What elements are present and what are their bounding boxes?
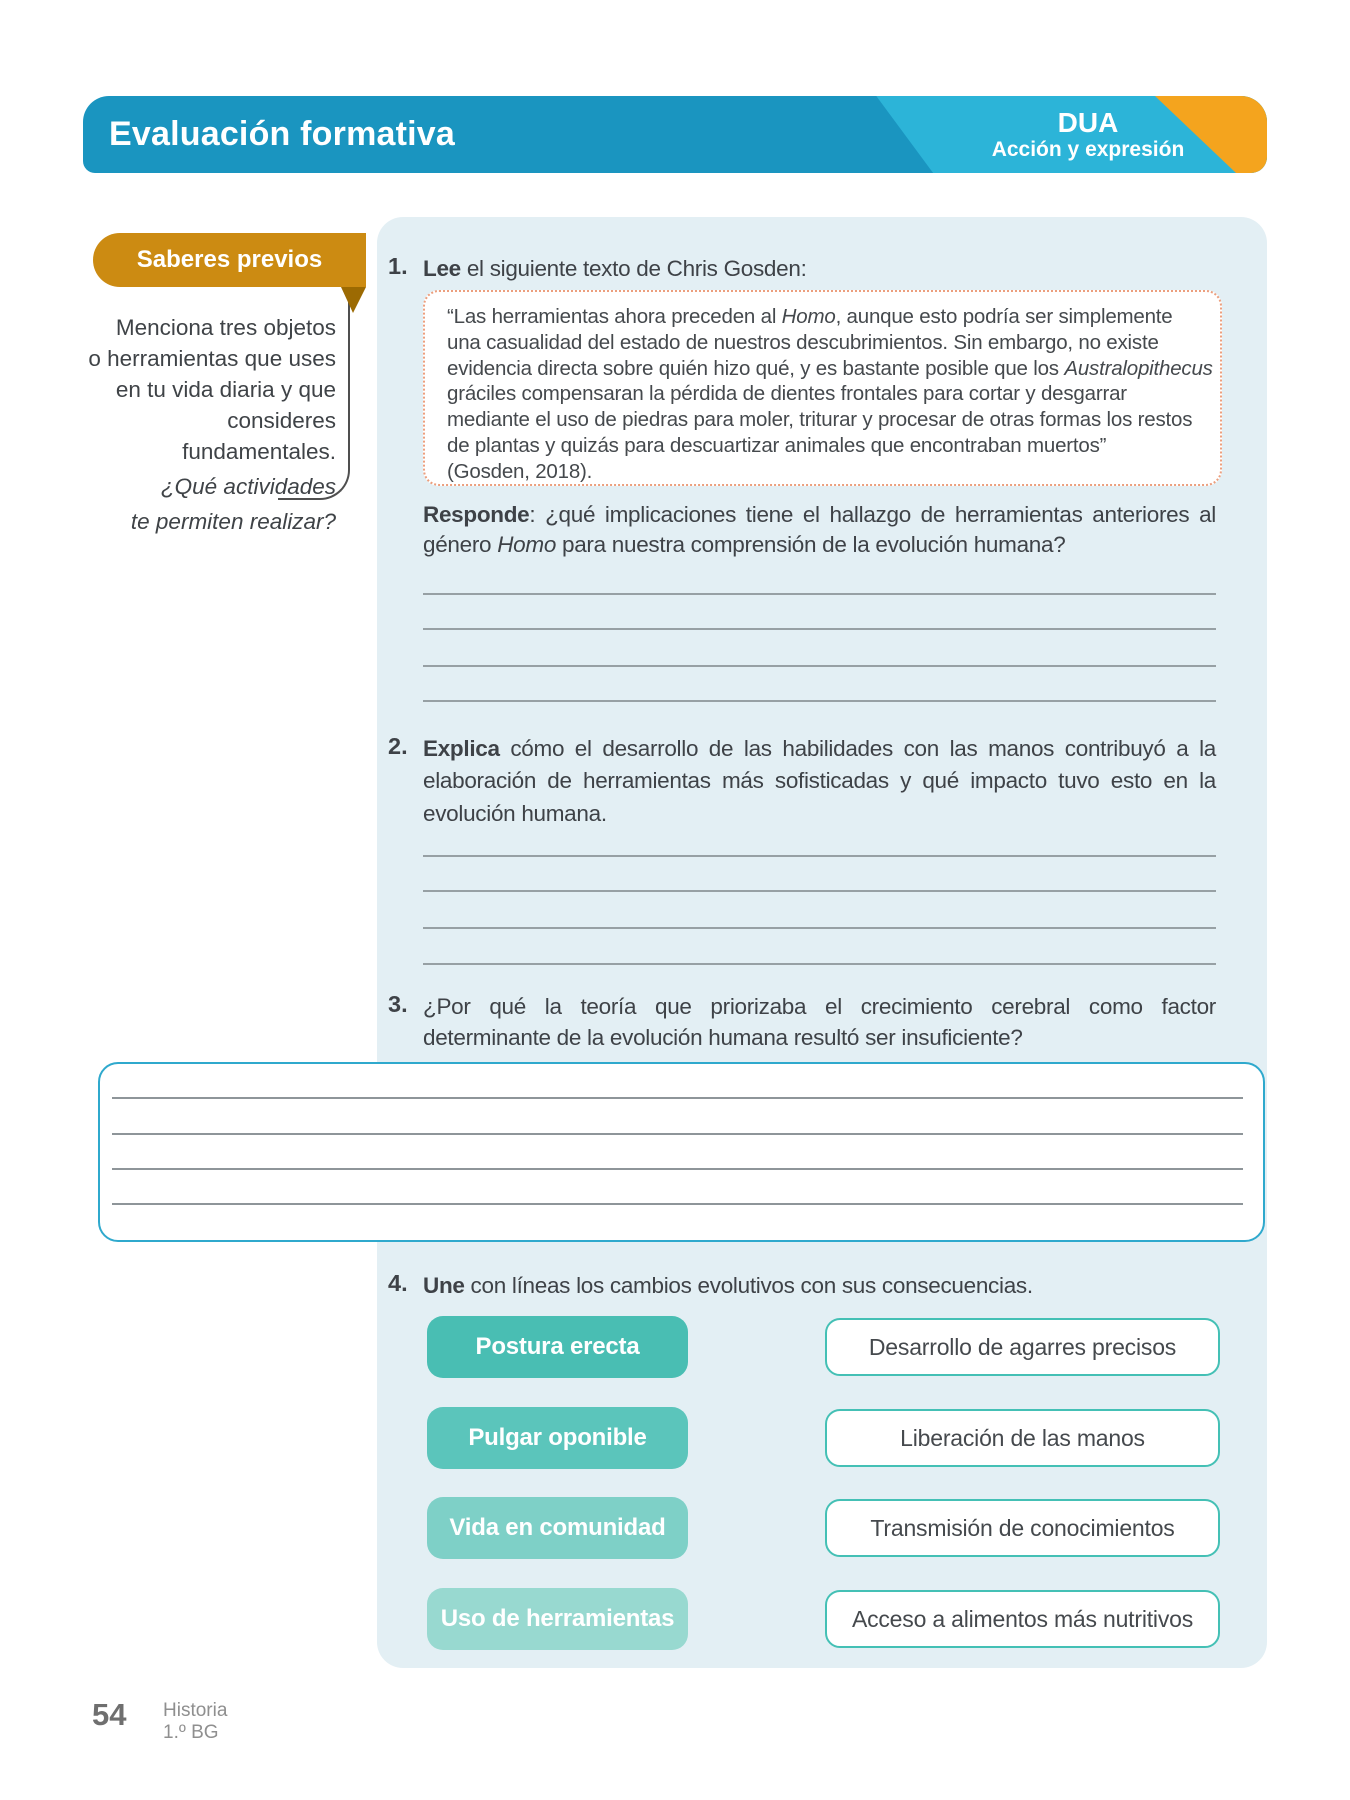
- footer-subject: Historia: [163, 1700, 228, 1721]
- quote-box: [423, 290, 1222, 486]
- page-number: 54: [92, 1697, 127, 1732]
- footer-grade: 1.º BG: [163, 1722, 219, 1743]
- question-1-heading-text: el siguiente texto de Chris Gosden:: [460, 256, 807, 281]
- match-left-postura-erecta[interactable]: Postura erecta: [427, 1316, 688, 1378]
- sidebar-question-line: ¿Qué actividades: [160, 474, 336, 499]
- question-3-heading: ¿Por qué la teoría que priorizaba el crecimiento cerebral como factor determinante de la evolución humana resultó ser insuficiente?: [423, 994, 1216, 1050]
- match-left-uso-de-herramientas[interactable]: Uso de herramientas: [427, 1588, 688, 1650]
- question-2-verb: Explica: [423, 736, 500, 761]
- answer-line[interactable]: [423, 700, 1216, 702]
- answer-line[interactable]: [423, 593, 1216, 595]
- answer-line[interactable]: [112, 1203, 1243, 1205]
- question-2-heading: [423, 733, 1216, 830]
- sidebar-question-line: te permiten realizar?: [130, 509, 336, 534]
- dua-label: DUA: [1057, 107, 1119, 139]
- sidebar-prompt-line: consideres: [227, 408, 336, 433]
- question-4-number: 4.: [388, 1270, 408, 1296]
- dua-sublabel: Acción y expresión: [991, 138, 1185, 162]
- saberes-previos-badge: Saberes previos: [93, 233, 366, 287]
- responde-label: Responde: [423, 502, 530, 527]
- header-banner: [83, 96, 1267, 173]
- question-4-verb: Une: [423, 1273, 465, 1298]
- question-4-heading-text: con líneas los cambios evolutivos con sus consecuencias.: [464, 1273, 1033, 1298]
- match-right-liberacion-manos[interactable]: Liberación de las manos: [825, 1409, 1220, 1467]
- quote-line: (Gosden, 2018).: [447, 459, 593, 483]
- match-right-transmision-conocimientos[interactable]: Transmisión de conocimientos: [825, 1499, 1220, 1557]
- match-left-pulgar-oponible[interactable]: Pulgar oponible: [427, 1407, 688, 1469]
- page-title: Evaluación formativa: [109, 115, 456, 153]
- sidebar-prompt-line: fundamentales.: [182, 439, 336, 464]
- answer-line[interactable]: [112, 1168, 1243, 1170]
- sidebar-bubble-outline: [278, 292, 350, 500]
- match-left-vida-en-comunidad[interactable]: Vida en comunidad: [427, 1497, 688, 1559]
- quote-line: gráciles compensaran la pérdida de dientes frontales para cortar y desgarrar: [447, 382, 1127, 406]
- match-right-alimentos-nutritivos[interactable]: Acceso a alimentos más nutritivos: [825, 1590, 1220, 1648]
- question-2-number: 2.: [388, 733, 408, 759]
- answer-line[interactable]: [423, 890, 1216, 892]
- answer-line[interactable]: [423, 628, 1216, 630]
- quote-line: evidencia directa sobre quién hizo qué, y es bastante posible que los Australopithecus: [447, 356, 1213, 380]
- answer-line[interactable]: [423, 665, 1216, 667]
- quote-line: una casualidad del estado de nuestros descubrimientos. Sin embargo, no existe: [447, 330, 1159, 354]
- quote-line: mediante el uso de piedras para moler, triturar y procesar de otras formas los restos: [447, 408, 1193, 432]
- question-2-heading-text: cómo el desarrollo de las habilidades con las manos contribuyó a la elaboración de herramientas más sofisticadas y qué impacto tuvo esto en la evolución humana.: [423, 736, 1216, 826]
- question-1-responde: Responde: ¿qué implicaciones tiene el hallazgo de herramientas anteriores al género Homo para nuestra comprensión de la evolución humana?: [423, 502, 1216, 557]
- sidebar-prompt-line: en tu vida diaria y que: [115, 377, 336, 402]
- sidebar-prompt-line: Menciona tres objetos: [115, 315, 336, 340]
- question-1-heading: [423, 253, 1216, 285]
- quote-line: “Las herramientas ahora preceden al Homo, aunque esto podría ser simplemente: [447, 305, 1173, 328]
- answer-line[interactable]: [112, 1097, 1243, 1099]
- answer-line[interactable]: [423, 855, 1216, 857]
- answer-line[interactable]: [423, 963, 1216, 965]
- answer-line[interactable]: [112, 1133, 1243, 1135]
- footer-course: [163, 1700, 227, 1744]
- question-1-number: 1.: [388, 253, 408, 279]
- match-right-agarres-precisos[interactable]: Desarrollo de agarres precisos: [825, 1318, 1220, 1376]
- question-4-heading: [423, 1270, 1216, 1302]
- dua-label-block: [963, 96, 1213, 173]
- answer-line[interactable]: [423, 927, 1216, 929]
- question-1-verb: Lee: [423, 256, 461, 281]
- question-3-answer-box[interactable]: [98, 1062, 1265, 1242]
- quote-line: de plantas y quizás para descuartizar animales que encontraban muertos”: [447, 433, 1107, 457]
- sidebar-prompt-line: o herramientas que uses: [88, 346, 336, 371]
- question-3-number: 3.: [388, 991, 408, 1017]
